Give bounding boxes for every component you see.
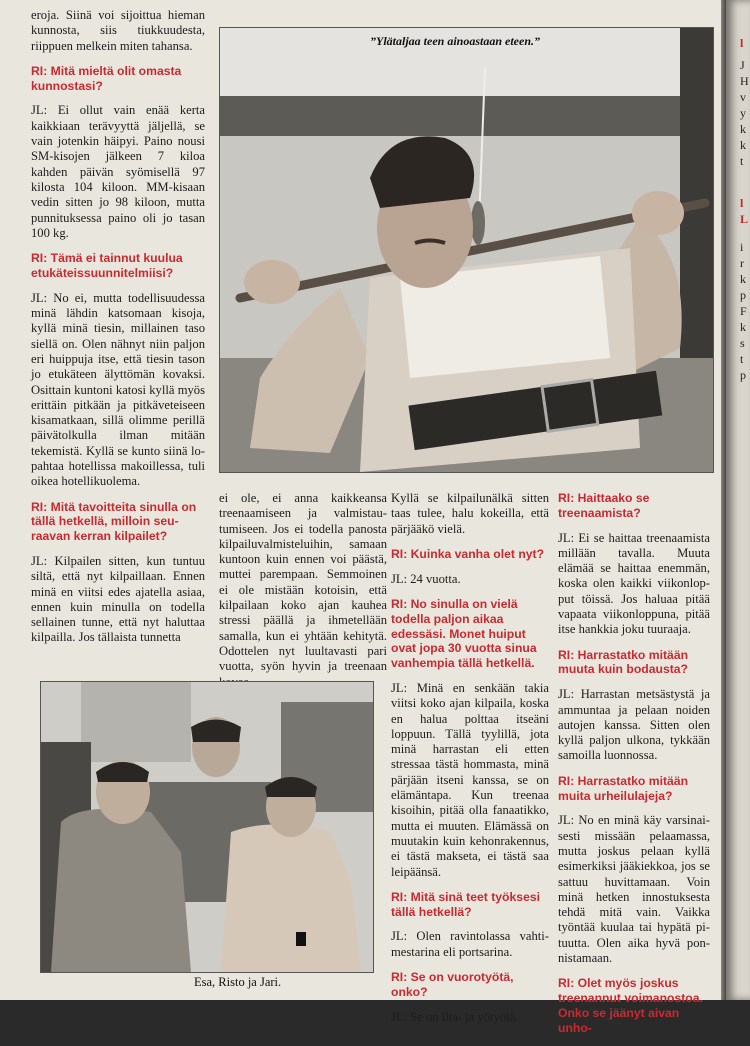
photo-lat-pulldown-image: [220, 28, 713, 472]
next-page-fragment-18: t: [740, 352, 744, 366]
question-1: RI: Mitä mieltä olit omasta kunnostasi?: [31, 63, 182, 93]
question-age: RI: Kuinka vanha olet nyt?: [391, 546, 545, 561]
next-page-fragment-10: L: [740, 212, 749, 226]
next-page-fragment-1: l: [740, 36, 744, 50]
answer-job: JL: Olen ravintolassa vahtimestarina eli portsarina.: [391, 929, 549, 959]
answer-time-ahead: JL: Minä en senkään takia viitsi koko ajan kilpaila, koska en halua polttaa itseäni loppuun. Tällä tyylillä, jota minä harrastan eli etten stressaa tästä hommasta, minä pärjään itseni kanssa, se on elämäntapa. Kun treenaa kisoihin, pitää olla fanaatikko, mutta ei muuten. Elämässä on muutakin kuin kehonrakennus, ei tästä makseta, ei tästä saa leipäänsä.: [391, 680, 549, 879]
photo-lat-pulldown-caption: ”Ylätaljaa teen ainoastaan eteen.”: [370, 34, 540, 48]
next-page-fragment-13: k: [740, 272, 746, 286]
next-page-fragment-19: p: [740, 368, 746, 382]
next-page-fragment-7: k: [740, 138, 746, 152]
answer-3: JL: Kilpailen sitten, kun tuntuu siltä, että nyt kilpaillaan. Ennen minä en viitsi edes ajatella asiaa, ennen kuin minulla on todella sellainen tunne, että nyt haluttaa kilpailla. Jos tällaista tunnetta: [31, 554, 205, 645]
answer-age: JL: 24 vuotta.: [391, 571, 461, 586]
next-page-fragment-15: F: [740, 304, 747, 318]
next-page-fragment-2: J: [740, 58, 745, 72]
next-page-fragment-6: k: [740, 122, 746, 136]
photo-group: [40, 681, 374, 973]
next-page-fragment-5: y: [740, 106, 746, 120]
column-1: [31, 8, 205, 656]
intro-paragraph: eroja. Siinä voi sijoittua hieman kunnosta, siis tiukkuudesta, riippuen melkein miten tahansa.: [31, 8, 205, 53]
next-page-fragment-11: i: [740, 240, 744, 254]
next-page-fragment-17: s: [740, 336, 745, 350]
photo-group-caption: Esa, Risto ja Jari.: [194, 975, 282, 989]
question-job: RI: Mitä sinä teet työksesi tällä hetkellä?: [391, 889, 541, 919]
next-page-fragment-16: k: [740, 320, 746, 334]
next-page-fragment-8: t: [740, 154, 744, 168]
question-hobbies: RI: Harrastatko mitään muuta kuin bodausta?: [558, 647, 689, 677]
answer-training: JL: Ei se haittaa treenaamista millään tavalla. Muuta elämää se haittaa enemmän, koska olen kaikki viikonlopput töissä. Jos haluaa pitää vapaata viikonloppuna, pitää itse hankkia joku tuuraaja.: [558, 530, 710, 637]
column-3-text: Kyllä se kilpailunälkä sitten taas tulee, halu kokeilla, että pärjääkö vielä.: [391, 491, 549, 536]
column-2-text: ei ole, ei anna kaikkeansa treenaamiseen ja valmistautumiseen. Jos ei todella panosta kilpailuvalmisteluihin, samaan kuntoon kuin ennen voi päästä, muttei parempaan. Semmoinen ei ole mistään kotoisin, että kilpailaan koko ajan kauhea stressi päällä ja ihmetellään samalla, kun ei yhtään kehitytä. Odottelen nyt luultavasti pari vuotta, syön hyvin ja treenaan: [219, 491, 387, 674]
next-page-fragment-12: r: [740, 256, 744, 270]
question-shift-work: RI: Se on vuorotyötä, onko?: [391, 970, 514, 999]
answer-shift-work: JL: Se on ilta- ja yötyötä.: [391, 1009, 519, 1024]
question-time-ahead: RI: No sinulla on vielä todella paljon aikaa edessäsi. Monet huiput ovat jopa 30 vuotta sinua vanhempia tällä hetkellä.: [391, 596, 537, 671]
answer-sports: JL: No en minä käy varsinaisesti missään pelaamassa, mutta joskus pelaan kyllä esimerkiksi jääkiekkoa, jos se sattuu huvittamaan. Voin minä hetken innostuksesta tehdä mitä vain. Vaikka työntää kuulaa tai hypätä pituutta. Olen aika hyvä ponnistamaan.: [558, 813, 710, 966]
column-2: [219, 491, 387, 700]
question-training: RI: Haittaako se treenaamista?: [558, 491, 650, 520]
column-4: [558, 491, 710, 1046]
next-page-edge: [726, 0, 750, 1000]
question-2: RI: Tämä ei tainnut kuulua etukäteissuunnitelmiisi?: [31, 251, 183, 280]
question-3: RI: Mitä tavoitteita sinulla on tällä hetkellä, milloin seuraavan kerran kilpailet?: [31, 499, 197, 544]
next-page-fragment-3: H: [740, 74, 749, 88]
photo-group-image: [41, 682, 373, 972]
answer-1: JL: Ei ollut vain enää kerta kaikkiaan terävyyttä jäljellä, se vain jotenkin häipyi. Paino nousi SM-kisojen jälkeen 7 kiloa kahden päivän syömisellä 97 kilosta 104 kiloon. MM-kisaan vedin sitten jo 98 kiloon, mutta punnituksessa paino oli jo tasan 100 kg.: [31, 103, 205, 240]
next-page-fragment-9: l: [740, 196, 744, 210]
question-sports: RI: Harrastatko mitään muita urheilulajeja?: [558, 773, 689, 803]
next-page-fragment-14: p: [740, 288, 746, 302]
answer-hobbies: JL: Harrastan metsästystä ja ammuntaa ja pelaan noiden autojen kanssa. Sitten olen kyllä paljon ulkona, tykkään samoilla luonnossa.: [558, 687, 710, 763]
next-page-fragment-4: v: [740, 90, 746, 104]
answer-2: JL: No ei, mutta todellisuudessa minä lähdin katsomaan kisoja, kyllä minä tiesin, millainen taso siellä on. Olen nähnyt niin paljon eri huippuja itse, että tiesin tason jo etukäteen älyttömän kovaksi. Osittain kuntoni katosi kyllä myös erittäin pitkään ja pitkäveteiseen kisamatkaan, sillä olimme perillä päivätolkulla ilman mitään tekemistä. Kyllä se kunto siinä lopahtaa hotellissa makoillessa, tuli oikea hotellikuolema.: [31, 290, 205, 489]
photo-lat-pulldown: [219, 27, 714, 473]
column-3: [391, 491, 549, 1035]
question-powerlifting: RI: Olet myös joskus treenannut voimanostoa. Onko se jäänyt aivan unho-: [558, 976, 703, 1035]
